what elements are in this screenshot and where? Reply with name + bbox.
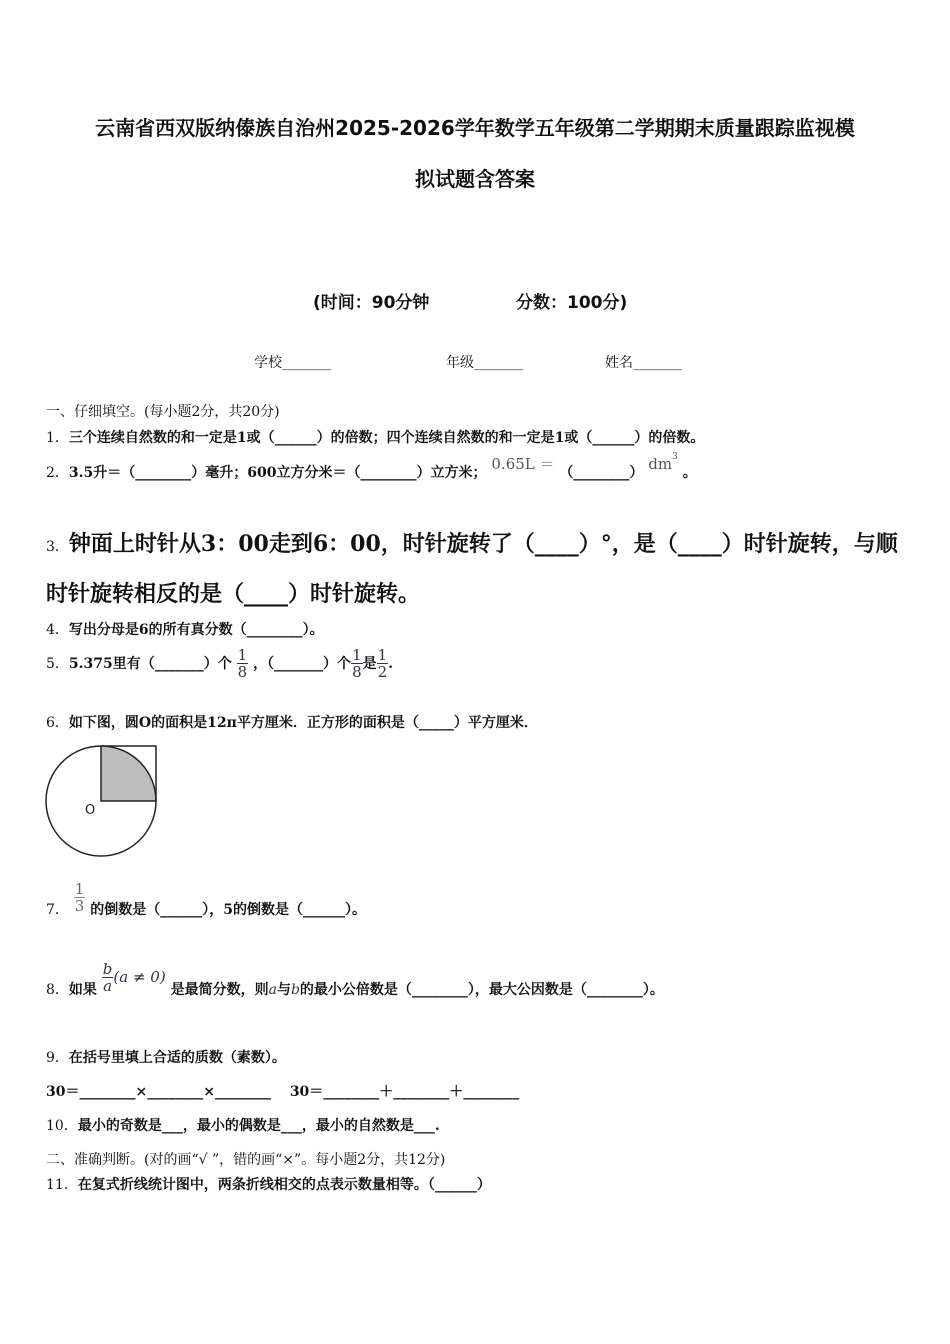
fraction-one-third (74, 882, 86, 914)
question-5 (46, 648, 393, 680)
fraction-numerator: 1 (352, 646, 362, 664)
question-6 (46, 712, 538, 732)
question-number: 8． (46, 982, 69, 998)
question-11 (46, 1174, 491, 1194)
question-text: 写出分母是6的所有真分数（________）。 (68, 622, 324, 638)
doc-title-line1: 云南省西双版纳傣族自治州2025-2026学年数学五年级第二学期期末质量跟踪监视模 (95, 116, 855, 140)
question-number: 9． (46, 1050, 69, 1066)
formula-expr: 0.65L ＝ (491, 455, 555, 473)
fraction-denominator: 8 (237, 663, 248, 681)
question-text: 如果 (68, 982, 97, 998)
question-number: 4． (46, 622, 69, 638)
question-number: 3． (46, 539, 69, 555)
question-text: 在复式折线统计图中，两条折线相交的点表示数量相等。（______） (77, 1177, 491, 1193)
question-3-line2: 时针旋转相反的是（____）时针旋转。 (46, 581, 421, 607)
fraction-denominator: a (103, 977, 113, 995)
question-text: 5.375里有（_______）个 (68, 656, 232, 672)
fraction-one-eighth (351, 648, 363, 680)
variable-b: b (290, 982, 300, 998)
circle-square-figure (44, 743, 164, 861)
question-text: 钟面上时针从3：00走到6：00，时针旋转了（____）°，是（____）时针旋转，与顺 (68, 531, 898, 557)
question-10 (46, 1115, 440, 1135)
question-number: 7． (46, 902, 69, 918)
fraction-numerator: b (102, 960, 113, 978)
fraction-numerator: 1 (377, 646, 388, 664)
question-9-equations: 30＝________×________×________ 30＝________＋________＋________ (46, 1084, 520, 1100)
section1-title: 一、仔细填空。(每小题2分，共20分) (46, 404, 280, 420)
answer-blank: （________） (559, 465, 644, 481)
question-text: 与 (276, 982, 291, 998)
fraction-b-over-a (102, 962, 114, 994)
question-number: 5． (46, 656, 69, 672)
question-text: 的倒数是（______），5的倒数是（______）。 (90, 902, 366, 918)
question-number: 2． (46, 465, 69, 481)
question-text: 最小的奇数是___，最小的偶数是___，最小的自然数是___. (77, 1118, 440, 1134)
question-number: 11． (46, 1177, 78, 1193)
fraction-denominator: 8 (352, 663, 362, 681)
question-text: 在括号里填上合适的质数（素数）。 (68, 1050, 286, 1066)
question-4 (46, 619, 324, 639)
doc-title-line2: 拟试题含答案 (415, 167, 535, 191)
question-text: 是 (362, 656, 377, 672)
fraction-numerator: 1 (74, 880, 85, 898)
question-text: 三个连续自然数的和一定是1或（______）的倍数；四个连续自然数的和一定是1或（______）的倍数。 (68, 430, 705, 446)
question-text: 3.5升＝（________）毫升；600立方分米＝（________）立方米； (68, 465, 487, 481)
variable-a: a (268, 982, 277, 998)
question-1 (46, 427, 704, 447)
fraction-denominator: 3 (74, 897, 85, 915)
school-field: 学校_______ (254, 355, 331, 371)
unit-exponent: 3 (672, 452, 678, 463)
question-text: 是最简分数，则 (170, 982, 269, 998)
sentence-end: . (388, 656, 394, 672)
time-label: (时间：90分钟 (313, 293, 430, 313)
question-8 (46, 960, 664, 998)
question-number: 10． (46, 1118, 78, 1134)
circle-center-label: O (85, 803, 96, 818)
fraction-one-half (377, 648, 389, 680)
fraction-numerator: 1 (237, 646, 248, 664)
question-text: 如下图，圆O的面积是12π平方厘米．正方形的面积是（_____）平方厘米． (68, 715, 538, 731)
sentence-end: 。 (682, 465, 697, 481)
question-number: 1． (46, 430, 69, 446)
question-2 (46, 452, 697, 482)
question-3-line1 (46, 527, 898, 558)
section2-title: 二、准确判断。(对的画“√ ”，错的画“×”。每小题2分，共12分) (46, 1152, 446, 1168)
question-number: 6． (46, 715, 69, 731)
grade-field: 年级_______ (446, 355, 523, 371)
question-text: 的最小公倍数是（________），最大公因数是（________）。 (299, 982, 664, 998)
fraction-denominator: 2 (377, 663, 388, 681)
shaded-quarter (101, 746, 156, 801)
fraction-one-eighth (237, 648, 249, 680)
score-label: 分数：100分) (516, 293, 628, 313)
condition-a-nonzero: (a ≠ 0) (113, 968, 166, 986)
question-7 (46, 880, 366, 918)
unit-dm: dm (648, 455, 673, 473)
name-field: 姓名_______ (605, 355, 682, 371)
question-9 (46, 1047, 286, 1067)
question-text: ，（_______）个 (253, 656, 352, 672)
